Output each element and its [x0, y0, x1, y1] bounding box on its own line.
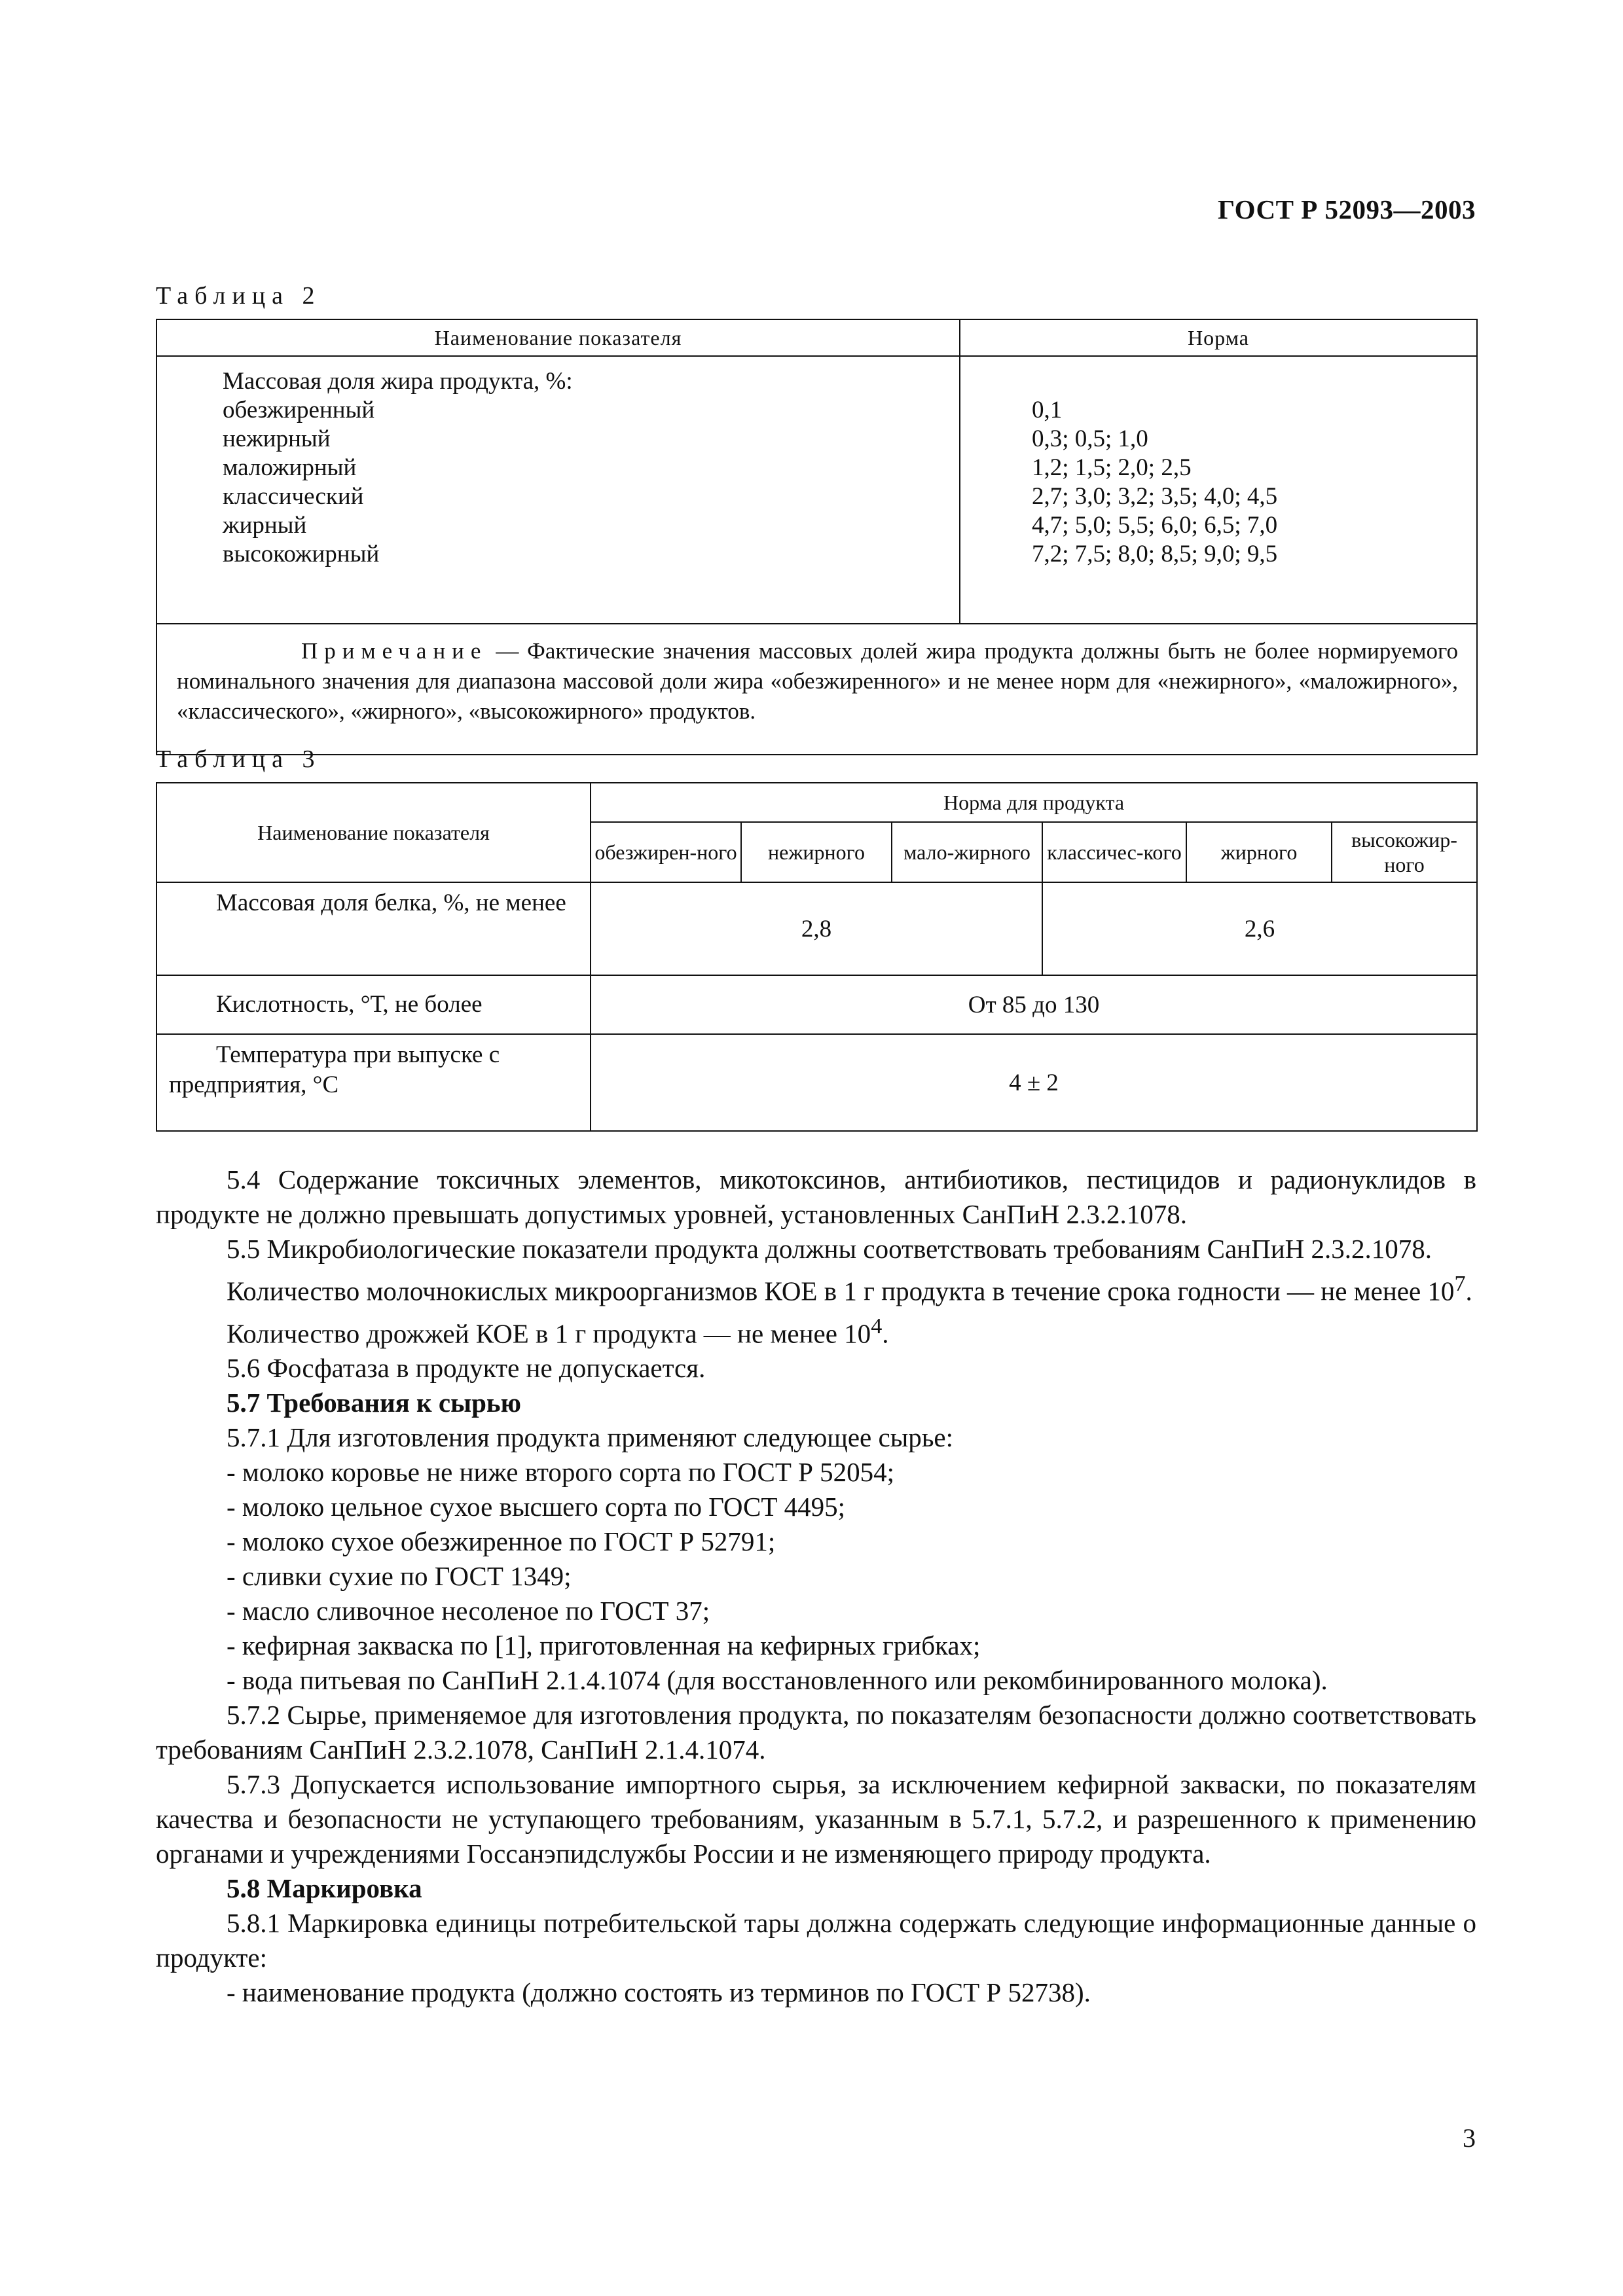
table-3-header-norm: Норма для продукта: [591, 783, 1477, 822]
paragraph-lactic-bacteria: Количество молочнокислых микроорганизмов КОЕ в 1 г продукта в течение срока годности — не менее $10^7$.: [227, 1272, 1472, 1306]
fat-row-norm: 4,7; 5,0; 5,5; 6,0; 6,5; 7,0: [1032, 512, 1278, 539]
protein-value-high-fat: 2,6: [1042, 882, 1477, 975]
temperature-row-name: Температура при выпуске с предприятия, °С: [156, 1034, 591, 1131]
fat-row-name: классический: [223, 483, 364, 510]
fat-row-norm: 2,7; 3,0; 3,2; 3,5; 4,0; 4,5: [1032, 483, 1278, 510]
note-label: Примечание: [301, 638, 488, 664]
table-2: [156, 319, 1478, 755]
lactic-bacteria-text: Количество молочнокислых микроорганизмов КОЕ в 1 г продукта в течение срока годности — не менее 10: [227, 1276, 1455, 1306]
yeast-text: Количество дрожжей КОЕ в 1 г продукта — не менее 10: [227, 1318, 871, 1349]
temperature-value: 4 ± 2: [591, 1034, 1477, 1131]
raw-material-item: - молоко коровье не ниже второго сорта по ГОСТ Р 52054;: [227, 1457, 895, 1488]
paragraph-5-4: 5.4 Содержание токсичных элементов, микотоксинов, антибиотиков, пестицидов и радионуклидов в продукте не должно превышать допустимых уровней, установленных СанПиН 2.3.2.1078.: [156, 1164, 1476, 1229]
protein-row-name: Массовая доля белка, %, не менее: [156, 882, 591, 975]
raw-material-item: - сливки сухие по ГОСТ 1349;: [227, 1561, 572, 1592]
paragraph-5-7-2: 5.7.2 Сырье, применяемое для изготовления продукта, по показателям безопасности должно соответствовать требованиям СанПиН 2.3.2.1078, СанПиН 2.1.4.1074.: [156, 1700, 1476, 1765]
paragraph-5-5: 5.5 Микробиологические показатели продукта должны соответствовать требованиям СанПиН 2.3.2.1078.: [227, 1234, 1432, 1264]
fat-row-name: высокожирный: [223, 541, 380, 567]
fat-row-norm: 7,2; 7,5; 8,0; 8,5; 9,0; 9,5: [1032, 541, 1278, 567]
product-type-header: обезжирен-ного: [591, 822, 741, 882]
raw-material-item: - молоко сухое обезжиренное по ГОСТ Р 52791;: [227, 1526, 776, 1557]
table-2-note: [156, 624, 1477, 755]
yeast-exponent: 4: [871, 1314, 883, 1338]
fat-row-name: жирный: [223, 512, 307, 539]
table-2-header-norm: Норма: [960, 319, 1477, 356]
table-2-names-cell: [156, 356, 960, 624]
raw-material-item: - масло сливочное несоленое по ГОСТ 37;: [227, 1596, 710, 1626]
fat-group-label: Массовая доля жира продукта, %:: [223, 368, 573, 395]
table-2-header-name: Наименование показателя: [156, 319, 960, 356]
fat-row-name: маложирный: [223, 454, 357, 481]
document-code: ГОСТ Р 52093—2003: [1218, 194, 1476, 224]
table-2-values-cell: [960, 356, 1477, 624]
product-type-header: мало-жирного: [892, 822, 1042, 882]
product-type-header: жирного: [1186, 822, 1332, 882]
heading-5-8: 5.8 Маркировка: [227, 1873, 422, 1904]
paragraph-5-6: 5.6 Фосфатаза в продукте не допускается.: [227, 1353, 706, 1384]
fat-row-norm: 0,3; 0,5; 1,0: [1032, 425, 1148, 452]
product-type-header: классичес-кого: [1042, 822, 1186, 882]
page-number: 3: [1463, 2123, 1476, 2153]
raw-material-item: - молоко цельное сухое высшего сорта по ГОСТ 4495;: [227, 1492, 846, 1522]
paragraph-5-7-1: 5.7.1 Для изготовления продукта применяют следующее сырье:: [227, 1422, 954, 1453]
fat-row-name: обезжиренный: [223, 397, 375, 423]
table-3: [156, 782, 1478, 1132]
table-3-caption: Таблица 3: [156, 745, 321, 773]
acidity-value: От 85 до 130: [591, 975, 1477, 1034]
fat-row-norm: 1,2; 1,5; 2,0; 2,5: [1032, 454, 1192, 481]
body-text: [156, 1162, 1476, 2010]
raw-material-item: - кефирная закваска по [1], приготовленная на кефирных грибках;: [227, 1630, 981, 1661]
fat-row-norm: 0,1: [1032, 397, 1063, 423]
fat-row-name: нежирный: [223, 425, 331, 452]
table-3-header-name: Наименование показателя: [156, 783, 591, 882]
paragraph-5-8-1: 5.8.1 Маркировка единицы потребительской тары должна содержать следующие информационные данные о продукте:: [156, 1908, 1476, 1973]
protein-value-low-fat: 2,8: [591, 882, 1042, 975]
labeling-item: - наименование продукта (должно состоять из терминов по ГОСТ Р 52738).: [227, 1977, 1091, 2008]
raw-material-item: - вода питьевая по СанПиН 2.1.4.1074 (для восстановленного или рекомбинированного молока).: [227, 1665, 1328, 1696]
note-text: — Фактические значения массовых долей жира продукта должны быть не более нормируемого номинального значения для диапазона массовой доли жира «обезжиренного» и не менее норм для «нежирного», «маложирного», «классического», «жирного», «высокожирного» продуктов.: [177, 638, 1458, 724]
lactic-bacteria-exponent: 7: [1454, 1272, 1466, 1296]
acidity-row-name: Кислотность, °Т, не более: [156, 975, 591, 1034]
table-2-caption: Таблица 2: [156, 282, 321, 310]
paragraph-5-7-3: 5.7.3 Допускается использование импортного сырья, за исключением кефирной закваски, по показателям качества и безопасности не уступающего требованиям, указанным в 5.7.1, 5.7.2, и разрешенного к применению органами и учреждениями Госсанэпидслужбы России и не изменяющего природу продукта.: [156, 1769, 1476, 1869]
paragraph-yeast: Количество дрожжей КОЕ в 1 г продукта — не менее $10^4$.: [227, 1314, 889, 1349]
product-type-header: высокожир-ного: [1332, 822, 1477, 882]
heading-5-7: 5.7 Требования к сырью: [227, 1388, 521, 1418]
product-type-header: нежирного: [741, 822, 892, 882]
